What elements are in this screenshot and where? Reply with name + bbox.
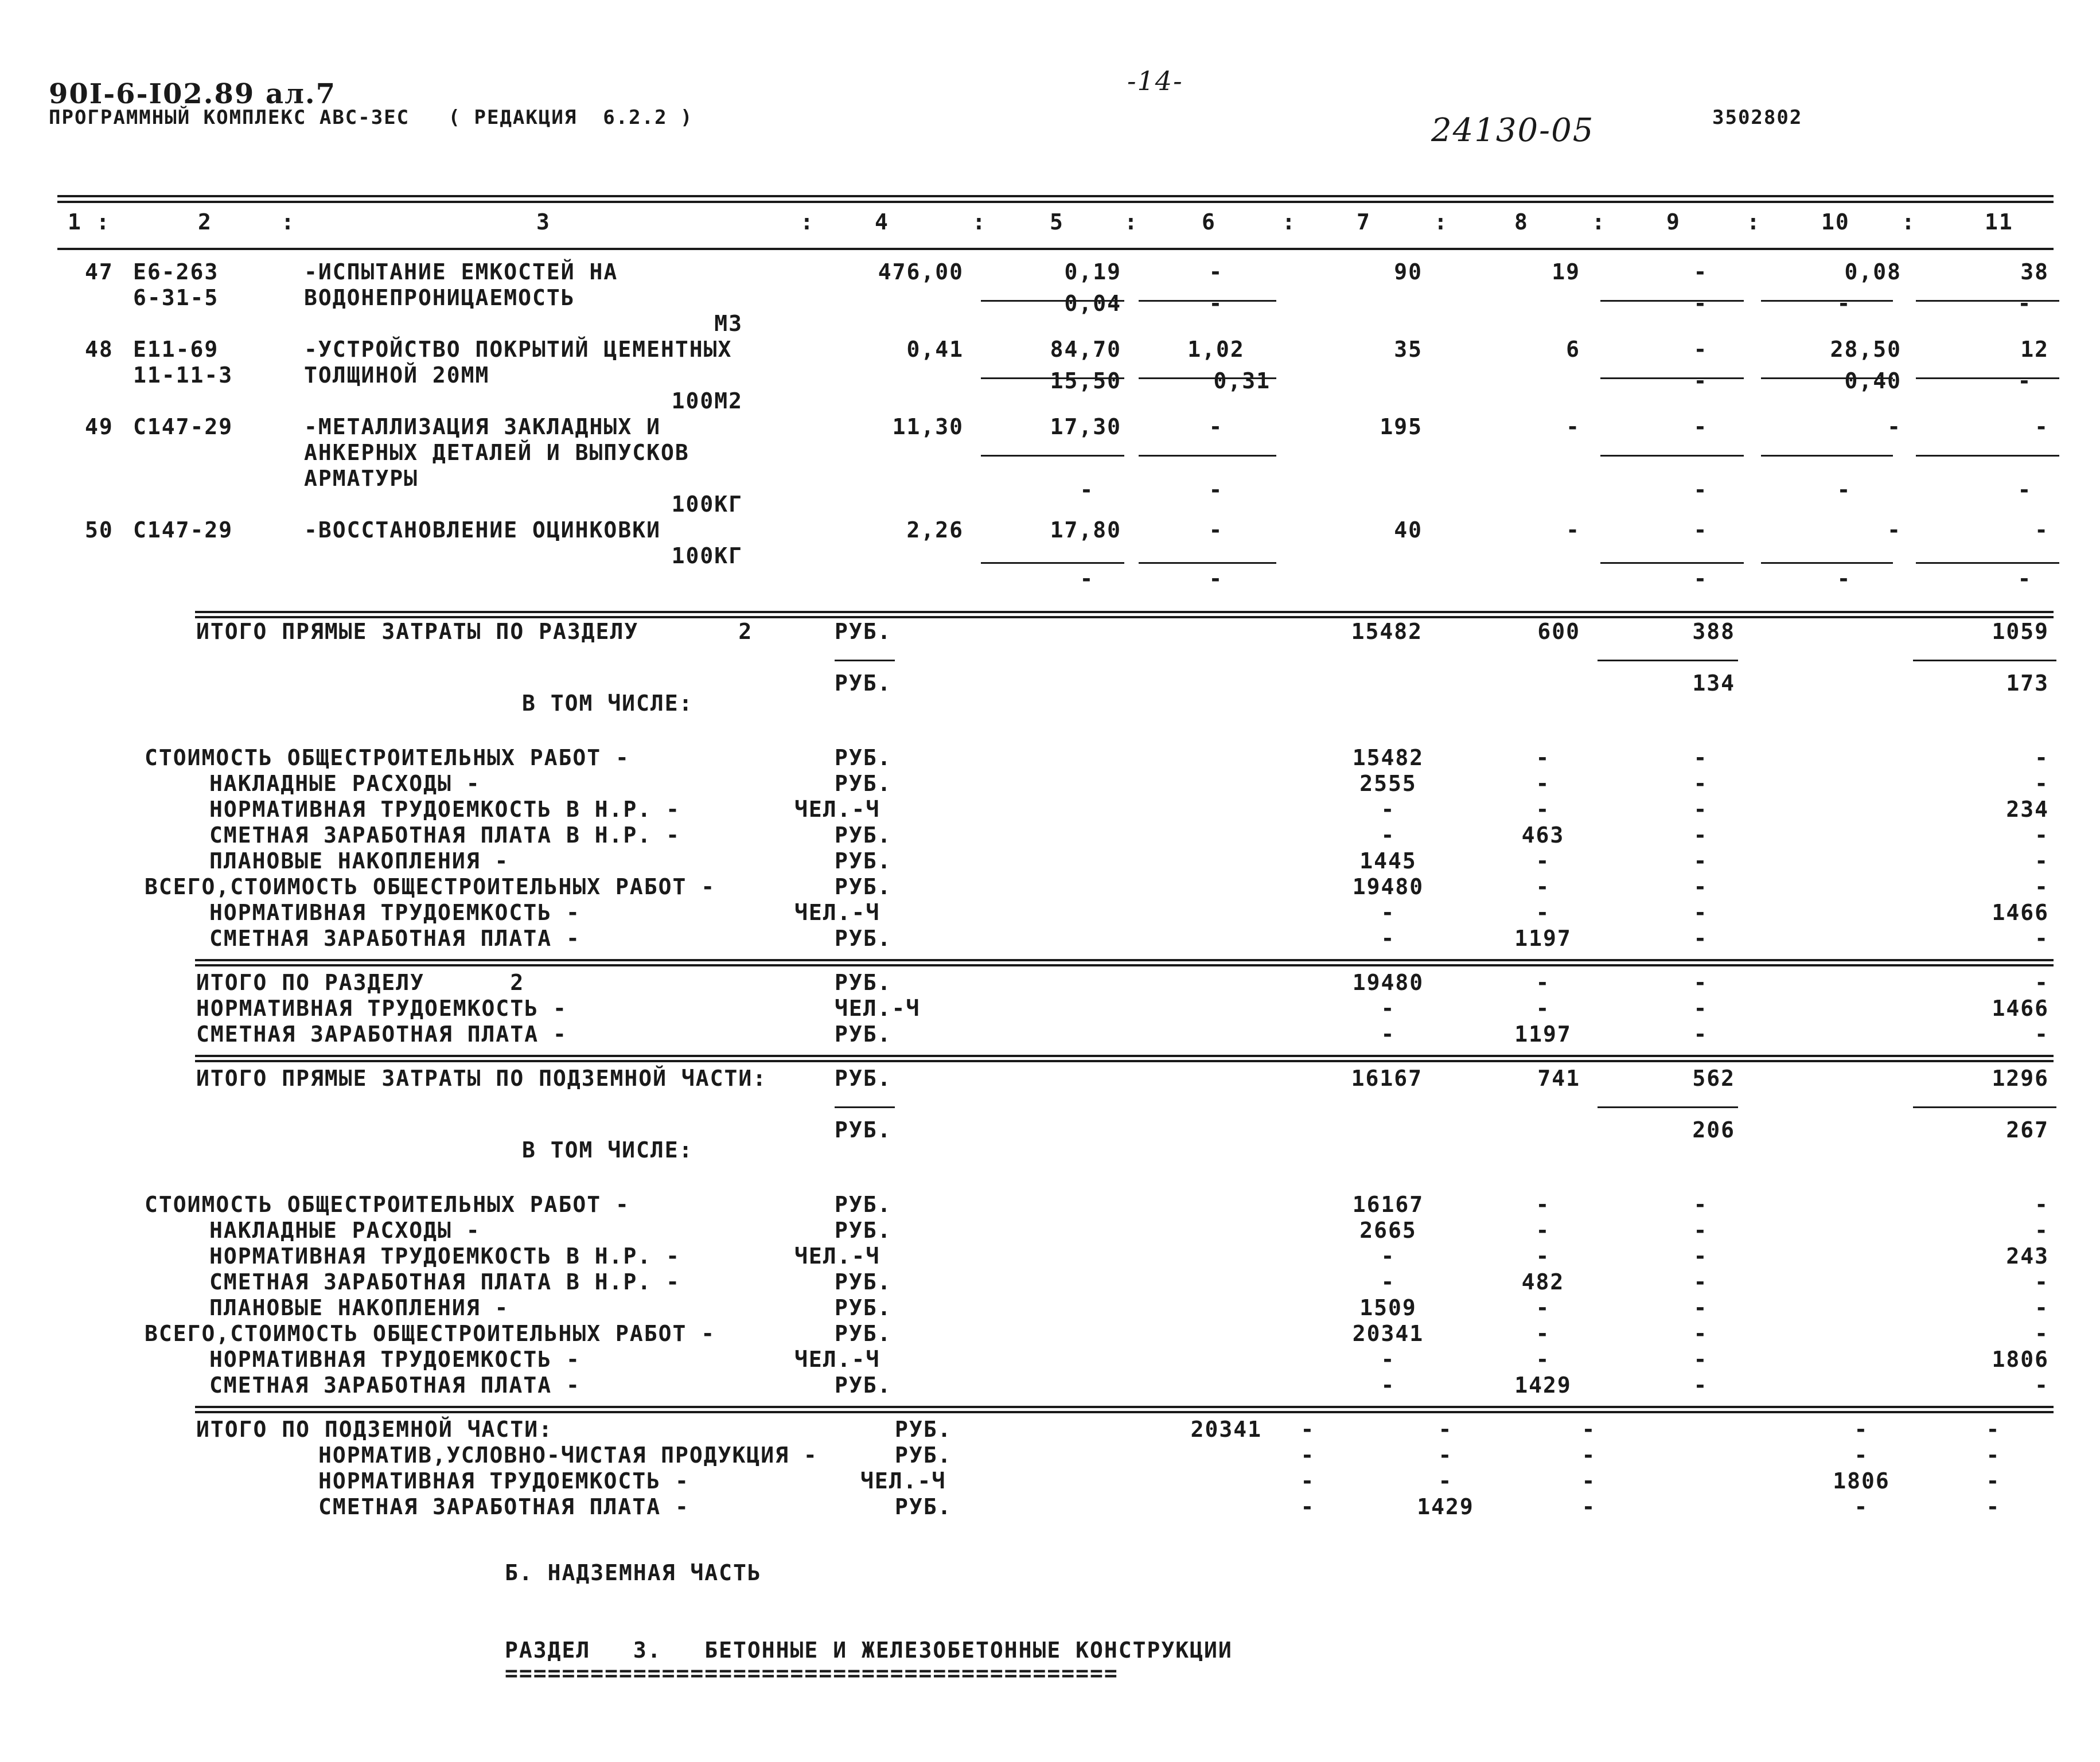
column-header: : [1747,209,1761,235]
col10-value: - [1887,517,1902,543]
page-number: -14- [1127,65,1183,96]
breakdown-label: СМЕТНАЯ ЗАРАБОТНАЯ ПЛАТА - [209,1373,580,1398]
col11-value: 1059 [1992,619,2049,644]
unit: РУБ. [835,822,892,848]
item-name: -ИСПЫТАНИЕ ЕМКОСТЕЙ НА [304,259,618,284]
fraction-line [1761,455,1893,457]
col9-value: - [1693,970,1708,995]
col10-value-2: 0,40 [1844,368,1902,393]
col8-value: - [1536,970,1550,995]
col11-value: - [2035,1218,2049,1243]
col5-value-2: - [1080,477,1094,502]
col8-value: - [1536,874,1550,899]
header-top-line-2 [57,201,2054,203]
col5-value-2: - [1080,566,1094,591]
item-code-2: 11-11-3 [133,362,233,388]
col4-value: 0,41 [906,337,964,362]
underground-total-label: СМЕТНАЯ ЗАРАБОТНАЯ ПЛАТА - [318,1494,689,1519]
unit: РУБ. [835,1321,892,1346]
col9-value: - [1693,1218,1708,1243]
col10-value-2: - [1837,566,1852,591]
header-top-line [57,195,2054,197]
col10-value-2: - [1837,291,1852,316]
unit: РУБ. [835,1022,892,1047]
unit: РУБ. [895,1417,952,1442]
total-value: - [1854,1417,1869,1442]
col7-value: 1509 [1359,1295,1417,1320]
breakdown-label: ПЛАНОВЫЕ НАКОПЛЕНИЯ - [209,848,509,874]
col11-value-2: - [2017,566,2032,591]
col9-value: - [1693,874,1708,899]
col7-value: 90 [1394,259,1423,284]
col11-value: 38 [2020,259,2049,284]
unit: РУБ. [895,1494,952,1519]
unit: ЧЕЛ.-Ч [860,1468,946,1494]
item-number: 49 [85,414,114,439]
total-value: 20341 [1190,1417,1262,1442]
col11-value-2: - [2017,477,2032,502]
col8-value: 482 [1521,1269,1565,1295]
col11-value: - [2035,1269,2049,1295]
unit: РУБ. [835,970,892,995]
item-number: 50 [85,517,114,543]
stamp-code: 3502802 [1712,106,1803,129]
col11-value: 12 [2020,337,2049,362]
col7-value: 1445 [1359,848,1417,874]
fraction-line [1916,562,2059,564]
item-code: C147-29 [133,517,233,543]
col9-value: - [1693,745,1708,770]
underground-total-label: НОРМАТИВ,УСЛОВНО-ЧИСТАЯ ПРОДУКЦИЯ - [318,1443,818,1468]
total-value: - [1581,1443,1596,1468]
direct-costs-label: ИТОГО ПРЯМЫЕ ЗАТРАТЫ ПО РАЗДЕЛУ 2 [196,619,753,644]
col6-value-2: 0,31 [1213,368,1271,393]
col11-value: 234 [2006,797,2049,822]
item-unit: 100КГ [671,543,743,568]
underground-total-label: ИТОГО ПО ПОДЗЕМНОЙ ЧАСТИ: [196,1417,553,1442]
col8-value: - [1536,1347,1550,1372]
fraction-line [1916,455,2059,457]
col7-value: - [1381,1269,1396,1295]
col9-value-2: - [1693,291,1708,316]
section-underline: =========================================== [505,1660,1119,1686]
col8-value: - [1536,1218,1550,1243]
item-code: E6-263 [133,259,219,284]
fraction-line [1913,660,2056,661]
col5-value-2: 15,50 [1050,368,1121,393]
unit: РУБ. [835,1192,892,1217]
breakdown-label: ПЛАНОВЫЕ НАКОПЛЕНИЯ - [209,1295,509,1320]
total-value: - [1438,1468,1453,1494]
col7-value: 19480 [1352,874,1424,899]
doc-code: 90I-6-I02.89 ал.7 [49,78,337,110]
col8-value: - [1566,414,1580,439]
col4-value: 476,00 [878,259,964,284]
column-header: 10 [1821,209,1850,235]
col8-value: - [1536,797,1550,822]
col7-value: 20341 [1352,1321,1424,1346]
unit: РУБ. [835,1373,892,1398]
unit: РУБ. [835,926,892,951]
total-value: - [1300,1468,1315,1494]
col7-value: - [1381,900,1396,925]
unit: РУБ. [835,619,892,644]
unit: ЧЕЛ.-Ч [794,1243,880,1269]
total-value: - [1986,1494,2001,1519]
breakdown-label: НАКЛАДНЫЕ РАСХОДЫ - [209,771,481,796]
fraction-line [981,455,1124,457]
column-header: : [1282,209,1296,235]
item-code: C147-29 [133,414,233,439]
col9-value-2: - [1693,566,1708,591]
col11-value-2: 267 [2006,1117,2049,1143]
col9-value: - [1693,1192,1708,1217]
col7-value: - [1381,1022,1396,1047]
section-total-label: ИТОГО ПО РАЗДЕЛУ 2 [196,970,525,995]
unit: РУБ. [835,848,892,874]
program-title: ПРОГРАММНЫЙ КОМПЛЕКС АВС-3ЕС ( РЕДАКЦИЯ 6.2.2 ) [49,106,693,129]
fraction-line [1913,1106,2056,1108]
col9-value: - [1693,1373,1708,1398]
column-header: 3 [536,209,551,235]
fraction-line [1139,455,1276,457]
breakdown-label: НОРМАТИВНАЯ ТРУДОЕМКОСТЬ - [209,900,580,925]
col9-value: - [1693,1022,1708,1047]
section-heading: РАЗДЕЛ 3. БЕТОННЫЕ И ЖЕЛЕЗОБЕТОННЫЕ КОНСТРУКЦИИ [505,1638,1233,1663]
unit: РУБ. [835,771,892,796]
col9-value: 562 [1692,1066,1735,1091]
col9-value: - [1693,1321,1708,1346]
item-code-2: 6-31-5 [133,285,219,310]
col8-value: 1197 [1514,926,1572,951]
breakdown-label: НОРМАТИВНАЯ ТРУДОЕМКОСТЬ - [209,1347,580,1372]
item-name: -УСТРОЙСТВО ПОКРЫТИЙ ЦЕМЕНТНЫХ [304,337,733,362]
unit: РУБ. [835,1218,892,1243]
col9-value: - [1693,926,1708,951]
unit: РУБ. [835,745,892,770]
col9-value: - [1693,1269,1708,1295]
fraction-line [1139,562,1276,564]
col10-value: 0,08 [1844,259,1902,284]
section-line-2 [195,964,2054,966]
column-header: 8 [1514,209,1529,235]
unit: РУБ. [835,1295,892,1320]
breakdown-label: СМЕТНАЯ ЗАРАБОТНАЯ ПЛАТА В Н.Р. - [209,822,680,848]
total-value: - [1300,1443,1315,1468]
col11-value: - [2035,1022,2049,1047]
col6-value: - [1209,259,1224,284]
col11-value: - [2035,926,2049,951]
col7-value: - [1381,926,1396,951]
section-line [195,611,2054,613]
unit: РУБ. [835,874,892,899]
col9-value: - [1693,822,1708,848]
column-header: 9 [1666,209,1681,235]
column-header: 6 [1202,209,1216,235]
unit: ЧЕЛ.-Ч [794,797,880,822]
col11-value: - [2035,874,2049,899]
column-header: : [1902,209,1916,235]
unit: РУБ. [835,1117,892,1143]
col8-value: - [1566,517,1580,543]
col5-value: 17,80 [1050,517,1121,543]
col9-value: - [1693,771,1708,796]
column-header: : [1434,209,1448,235]
column-header: : [800,209,815,235]
col11-value: 1466 [1992,900,2049,925]
fraction-line [981,562,1124,564]
breakdown-label: СТОИМОСТЬ ОБЩЕСТРОИТЕЛЬНЫХ РАБОТ - [145,745,630,770]
column-header: 7 [1357,209,1371,235]
col9-value-2: 206 [1692,1117,1735,1143]
breakdown-label: НАКЛАДНЫЕ РАСХОДЫ - [209,1218,481,1243]
unit: РУБ. [835,1066,892,1091]
total-value: - [1854,1443,1869,1468]
col9-value: - [1693,797,1708,822]
fraction-line [1598,1106,1738,1108]
breakdown-label: ВСЕГО,СТОИМОСТЬ ОБЩЕСТРОИТЕЛЬНЫХ РАБОТ - [145,874,716,899]
total-value: - [1581,1417,1596,1442]
col9-value: - [1693,337,1708,362]
fraction-line [1600,455,1744,457]
col7-value: 19480 [1352,970,1424,995]
including-label: В ТОМ ЧИСЛЕ: [522,691,693,716]
handwritten-code: 24130-05 [1431,112,1595,149]
part-heading: Б. НАДЗЕМНАЯ ЧАСТЬ [505,1560,762,1585]
total-value: - [1986,1468,2001,1494]
col8-value: 463 [1521,822,1565,848]
item-number: 47 [85,259,114,284]
column-header: : [281,209,295,235]
col7-value: - [1381,996,1396,1021]
item-unit: 100М2 [671,388,743,414]
col9-value: - [1693,996,1708,1021]
total-value: - [1986,1417,2001,1442]
col8-value: - [1536,771,1550,796]
col8-value: - [1536,1243,1550,1269]
item-name: ТОЛЩИНОЙ 20ММ [304,362,490,388]
col7-value: - [1381,1347,1396,1372]
total-value: - [1300,1417,1315,1442]
col11-value: - [2035,822,2049,848]
col9-value: - [1693,1347,1708,1372]
total-value: - [1581,1494,1596,1519]
col4-value: 2,26 [906,517,964,543]
col6-value-2: - [1209,566,1224,591]
col11-value: 1466 [1992,996,2049,1021]
col8-value: 1429 [1514,1373,1572,1398]
section-line [195,1406,2054,1408]
col7-value: 195 [1380,414,1423,439]
section-total-label: НОРМАТИВНАЯ ТРУДОЕМКОСТЬ - [196,996,567,1021]
col9-value: - [1693,414,1708,439]
col9-value: - [1693,259,1708,284]
col5-value: 84,70 [1050,337,1121,362]
col11-value: - [2035,1321,2049,1346]
unit: РУБ. [835,1269,892,1295]
including-label: В ТОМ ЧИСЛЕ: [522,1137,693,1163]
unit: РУБ. [835,671,892,696]
section-line-2 [195,616,2054,618]
header-bottom-line [57,248,2054,250]
unit: ЧЕЛ.-Ч [835,996,921,1021]
col10-value: - [1887,414,1902,439]
col7-value: - [1381,1243,1396,1269]
col11-value-2: - [2017,368,2032,393]
fraction-line [835,660,895,661]
col9-value-2: - [1693,368,1708,393]
col9-value: - [1693,900,1708,925]
unit: РУБ. [895,1443,952,1468]
col8-value: - [1536,1192,1550,1217]
total-value: - [1854,1494,1869,1519]
col9-value: - [1693,517,1708,543]
unit: ЧЕЛ.-Ч [794,1347,880,1372]
section-line-2 [195,1060,2054,1062]
col4-value: 11,30 [892,414,964,439]
breakdown-label: НОРМАТИВНАЯ ТРУДОЕМКОСТЬ В Н.Р. - [209,797,680,822]
item-name: -МЕТАЛЛИЗАЦИЯ ЗАКЛАДНЫХ И [304,414,661,439]
col6-value-2: - [1209,291,1224,316]
total-value: 1429 [1417,1494,1474,1519]
column-header: 11 [1985,209,2013,235]
col11-value: - [2035,771,2049,796]
total-value: - [1581,1468,1596,1494]
col8-value: 1197 [1514,1022,1572,1047]
col11-value: - [2035,414,2049,439]
column-header: : [972,209,987,235]
col11-value: - [2035,848,2049,874]
breakdown-label: СМЕТНАЯ ЗАРАБОТНАЯ ПЛАТА - [209,926,580,951]
total-value: - [1986,1443,2001,1468]
col9-value-2: - [1693,477,1708,502]
col8-value: 741 [1537,1066,1580,1091]
total-value: - [1438,1417,1453,1442]
col8-value: 600 [1537,619,1580,644]
col11-value: - [2035,1295,2049,1320]
item-name: АРМАТУРЫ [304,466,419,491]
item-name: ВОДОНЕПРОНИЦАЕМОСТЬ [304,285,575,310]
col10-value: 28,50 [1830,337,1902,362]
col7-value: 2665 [1359,1218,1417,1243]
unit: ЧЕЛ.-Ч [794,900,880,925]
item-unit: М3 [714,311,743,336]
col11-value-2: 173 [2006,671,2049,696]
section-line [195,1055,2054,1057]
col6-value: - [1209,517,1224,543]
fraction-line [835,1106,895,1108]
col8-value: - [1536,996,1550,1021]
col9-value-2: 134 [1692,671,1735,696]
direct-costs-label: ИТОГО ПРЯМЫЕ ЗАТРАТЫ ПО ПОДЗЕМНОЙ ЧАСТИ: [196,1066,767,1091]
col9-value: - [1693,848,1708,874]
col5-value: 17,30 [1050,414,1121,439]
col8-value: 19 [1552,259,1580,284]
col7-value: - [1381,1373,1396,1398]
col7-value: 35 [1394,337,1423,362]
breakdown-label: ВСЕГО,СТОИМОСТЬ ОБЩЕСТРОИТЕЛЬНЫХ РАБОТ - [145,1321,716,1346]
col6-value: - [1209,414,1224,439]
col5-value-2: 0,04 [1064,291,1121,316]
col7-value: 40 [1394,517,1423,543]
col11-value: - [2035,1373,2049,1398]
col7-value: - [1381,822,1396,848]
fraction-line [1600,562,1744,564]
col11-value: - [2035,970,2049,995]
col11-value: 1296 [1992,1066,2049,1091]
column-header: 1 : [68,209,111,235]
col7-value: - [1381,797,1396,822]
col8-value: - [1536,848,1550,874]
col6-value: 1,02 [1187,337,1245,362]
column-header: 5 [1050,209,1064,235]
section-line-2 [195,1411,2054,1413]
col7-value: 2555 [1359,771,1417,796]
item-unit: 100КГ [671,492,743,517]
col9-value: - [1693,1243,1708,1269]
breakdown-label: СТОИМОСТЬ ОБЩЕСТРОИТЕЛЬНЫХ РАБОТ - [145,1192,630,1217]
section-line [195,959,2054,961]
item-number: 48 [85,337,114,362]
col7-value: 15482 [1351,619,1423,644]
col11-value: - [2035,517,2049,543]
fraction-line [1598,660,1738,661]
fraction-line [1761,562,1893,564]
item-name: -ВОССТАНОВЛЕНИЕ ОЦИНКОВКИ [304,517,661,543]
col11-value: 1806 [1992,1347,2049,1372]
col10-value-2: - [1837,477,1852,502]
col11-value: 243 [2006,1243,2049,1269]
item-code: E11-69 [133,337,219,362]
section-total-label: СМЕТНАЯ ЗАРАБОТНАЯ ПЛАТА - [196,1022,567,1047]
col7-value: 16167 [1352,1192,1424,1217]
total-value: 1806 [1833,1468,1890,1494]
breakdown-label: СМЕТНАЯ ЗАРАБОТНАЯ ПЛАТА В Н.Р. - [209,1269,680,1295]
column-header: : [1592,209,1606,235]
underground-total-label: НОРМАТИВНАЯ ТРУДОЕМКОСТЬ - [318,1468,689,1494]
item-name: АНКЕРНЫХ ДЕТАЛЕЙ И ВЫПУСКОВ [304,440,689,465]
col8-value: 6 [1566,337,1580,362]
column-header: 2 [198,209,212,235]
col9-value: - [1693,1295,1708,1320]
col8-value: - [1536,1321,1550,1346]
col11-value: - [2035,745,2049,770]
col9-value: 388 [1692,619,1735,644]
column-header: : [1124,209,1139,235]
column-header: 4 [875,209,889,235]
col8-value: - [1536,745,1550,770]
col11-value: - [2035,1192,2049,1217]
breakdown-label: НОРМАТИВНАЯ ТРУДОЕМКОСТЬ В Н.Р. - [209,1243,680,1269]
col5-value: 0,19 [1064,259,1121,284]
col8-value: - [1536,900,1550,925]
col6-value-2: - [1209,477,1224,502]
col11-value-2: - [2017,291,2032,316]
col8-value: - [1536,1295,1550,1320]
col7-value: 15482 [1352,745,1424,770]
col7-value: 16167 [1351,1066,1423,1091]
total-value: - [1438,1443,1453,1468]
total-value: - [1300,1494,1315,1519]
